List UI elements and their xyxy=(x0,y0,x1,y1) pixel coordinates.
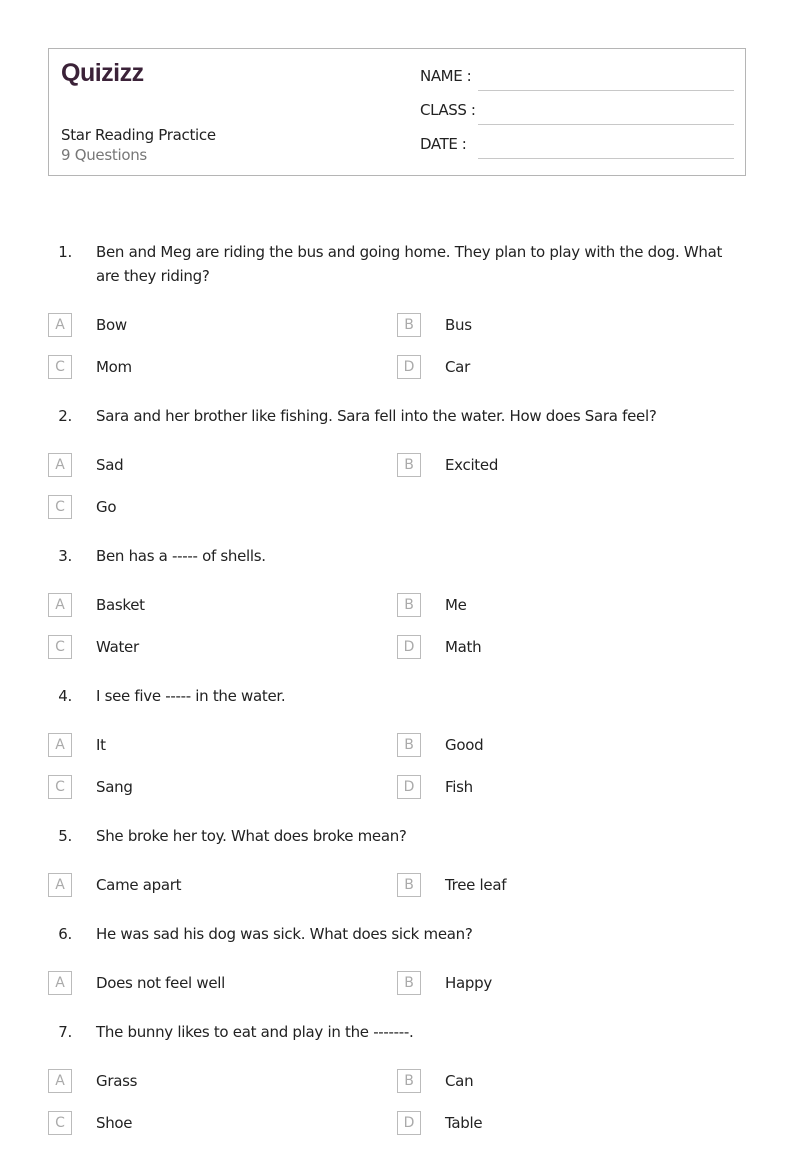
option-text: Can xyxy=(445,1072,474,1090)
answer-option[interactable] xyxy=(48,635,397,659)
option-letter-box[interactable]: B xyxy=(397,453,421,477)
question-number: 2. xyxy=(58,407,72,425)
question xyxy=(48,544,746,659)
option-row xyxy=(48,733,746,757)
class-label: CLASS : xyxy=(420,101,476,119)
option-row xyxy=(48,453,746,477)
answer-option[interactable] xyxy=(48,1111,397,1135)
question xyxy=(48,404,746,519)
answer-option[interactable] xyxy=(48,733,397,757)
answer-option[interactable] xyxy=(397,775,746,799)
answer-option[interactable] xyxy=(397,733,746,757)
option-text: It xyxy=(96,736,106,754)
option-text: Good xyxy=(445,736,484,754)
option-letter-box[interactable]: B xyxy=(397,873,421,897)
option-text: Mom xyxy=(96,358,132,376)
option-row xyxy=(48,313,746,337)
option-text: Came apart xyxy=(96,876,182,894)
option-row xyxy=(48,775,746,799)
question-list xyxy=(48,240,746,1160)
answer-option[interactable] xyxy=(48,355,397,379)
option-text: Tree leaf xyxy=(445,876,507,894)
worksheet-header xyxy=(48,48,746,176)
answer-option[interactable] xyxy=(397,593,746,617)
option-text: Car xyxy=(445,358,470,376)
answer-option[interactable] xyxy=(48,593,397,617)
question-number: 4. xyxy=(58,687,72,705)
question-text xyxy=(48,544,746,568)
option-letter-box[interactable]: A xyxy=(48,971,72,995)
option-text: Does not feel well xyxy=(96,974,225,992)
option-row xyxy=(48,495,746,519)
question-text xyxy=(48,240,746,288)
answer-option[interactable] xyxy=(397,453,746,477)
question-text xyxy=(48,922,746,946)
option-row xyxy=(48,971,746,995)
option-row xyxy=(48,355,746,379)
option-letter-box[interactable]: C xyxy=(48,355,72,379)
option-text: Happy xyxy=(445,974,492,992)
answer-option[interactable] xyxy=(48,775,397,799)
worksheet-title: Star Reading Practice xyxy=(61,126,216,144)
answer-option[interactable] xyxy=(48,313,397,337)
answer-option[interactable] xyxy=(48,495,397,519)
question-prompt: Ben has a ----- of shells. xyxy=(96,547,266,565)
answer-option[interactable] xyxy=(397,635,746,659)
question-number: 6. xyxy=(58,925,72,943)
option-text: Sad xyxy=(96,456,124,474)
question xyxy=(48,240,746,379)
option-text: Bus xyxy=(445,316,472,334)
option-text: Me xyxy=(445,596,467,614)
option-letter-box[interactable]: A xyxy=(48,453,72,477)
option-text: Sang xyxy=(96,778,133,796)
option-letter-box[interactable]: D xyxy=(397,635,421,659)
question-number: 1. xyxy=(58,243,72,261)
question-prompt: He was sad his dog was sick. What does sick mean? xyxy=(96,925,473,943)
quizizz-logo: Quizizz xyxy=(61,59,144,87)
option-letter-box[interactable]: B xyxy=(397,593,421,617)
date-line[interactable] xyxy=(478,158,734,159)
question-prompt: Ben and Meg are riding the bus and going home. They plan to play with the dog. What are they riding? xyxy=(96,243,723,285)
option-row xyxy=(48,873,746,897)
option-letter-box[interactable]: B xyxy=(397,1069,421,1093)
answer-option[interactable] xyxy=(48,1069,397,1093)
question xyxy=(48,824,746,897)
question-text xyxy=(48,1020,746,1044)
question-prompt: Sara and her brother like fishing. Sara fell into the water. How does Sara feel? xyxy=(96,407,657,425)
answer-option[interactable] xyxy=(397,1069,746,1093)
question-text xyxy=(48,404,746,428)
option-letter-box[interactable]: A xyxy=(48,733,72,757)
answer-option[interactable] xyxy=(397,313,746,337)
option-row xyxy=(48,1069,746,1093)
question-number: 3. xyxy=(58,547,72,565)
option-row xyxy=(48,593,746,617)
question-count: 9 Questions xyxy=(61,146,147,164)
option-text: Table xyxy=(445,1114,483,1132)
option-letter-box[interactable]: C xyxy=(48,635,72,659)
date-field[interactable] xyxy=(420,135,734,159)
option-text: Fish xyxy=(445,778,473,796)
name-field[interactable] xyxy=(420,67,734,91)
answer-option[interactable] xyxy=(48,971,397,995)
option-row xyxy=(48,635,746,659)
answer-option[interactable] xyxy=(48,453,397,477)
question-number: 5. xyxy=(58,827,72,845)
answer-option[interactable] xyxy=(397,355,746,379)
option-text: Bow xyxy=(96,316,127,334)
question-text xyxy=(48,824,746,848)
class-field[interactable] xyxy=(420,101,734,125)
option-text: Excited xyxy=(445,456,499,474)
question xyxy=(48,922,746,995)
option-letter-box[interactable]: D xyxy=(397,775,421,799)
question xyxy=(48,1020,746,1135)
option-text: Shoe xyxy=(96,1114,133,1132)
option-letter-box[interactable]: B xyxy=(397,733,421,757)
question-number: 7. xyxy=(58,1023,72,1041)
option-text: Basket xyxy=(96,596,145,614)
option-letter-box[interactable]: A xyxy=(48,1069,72,1093)
answer-option[interactable] xyxy=(397,1111,746,1135)
option-text: Math xyxy=(445,638,482,656)
option-letter-box[interactable]: D xyxy=(397,1111,421,1135)
question-text xyxy=(48,684,746,708)
question-prompt: She broke her toy. What does broke mean? xyxy=(96,827,407,845)
option-text: Go xyxy=(96,498,117,516)
option-letter-box[interactable]: C xyxy=(48,1111,72,1135)
option-letter-box[interactable]: C xyxy=(48,775,72,799)
option-text: Grass xyxy=(96,1072,138,1090)
name-label: NAME : xyxy=(420,67,472,85)
date-label: DATE : xyxy=(420,135,467,153)
name-line[interactable] xyxy=(478,90,734,91)
option-letter-box[interactable]: C xyxy=(48,495,72,519)
option-letter-box[interactable]: D xyxy=(397,355,421,379)
option-letter-box[interactable]: A xyxy=(48,313,72,337)
question xyxy=(48,684,746,799)
answer-option[interactable] xyxy=(397,971,746,995)
question-prompt: I see five ----- in the water. xyxy=(96,687,286,705)
option-letter-box[interactable]: B xyxy=(397,313,421,337)
option-letter-box[interactable]: B xyxy=(397,971,421,995)
question-prompt: The bunny likes to eat and play in the -------. xyxy=(96,1023,414,1041)
answer-option[interactable] xyxy=(48,873,397,897)
class-line[interactable] xyxy=(478,124,734,125)
option-text: Water xyxy=(96,638,139,656)
option-row xyxy=(48,1111,746,1135)
option-letter-box[interactable]: A xyxy=(48,593,72,617)
option-letter-box[interactable]: A xyxy=(48,873,72,897)
answer-option[interactable] xyxy=(397,873,746,897)
